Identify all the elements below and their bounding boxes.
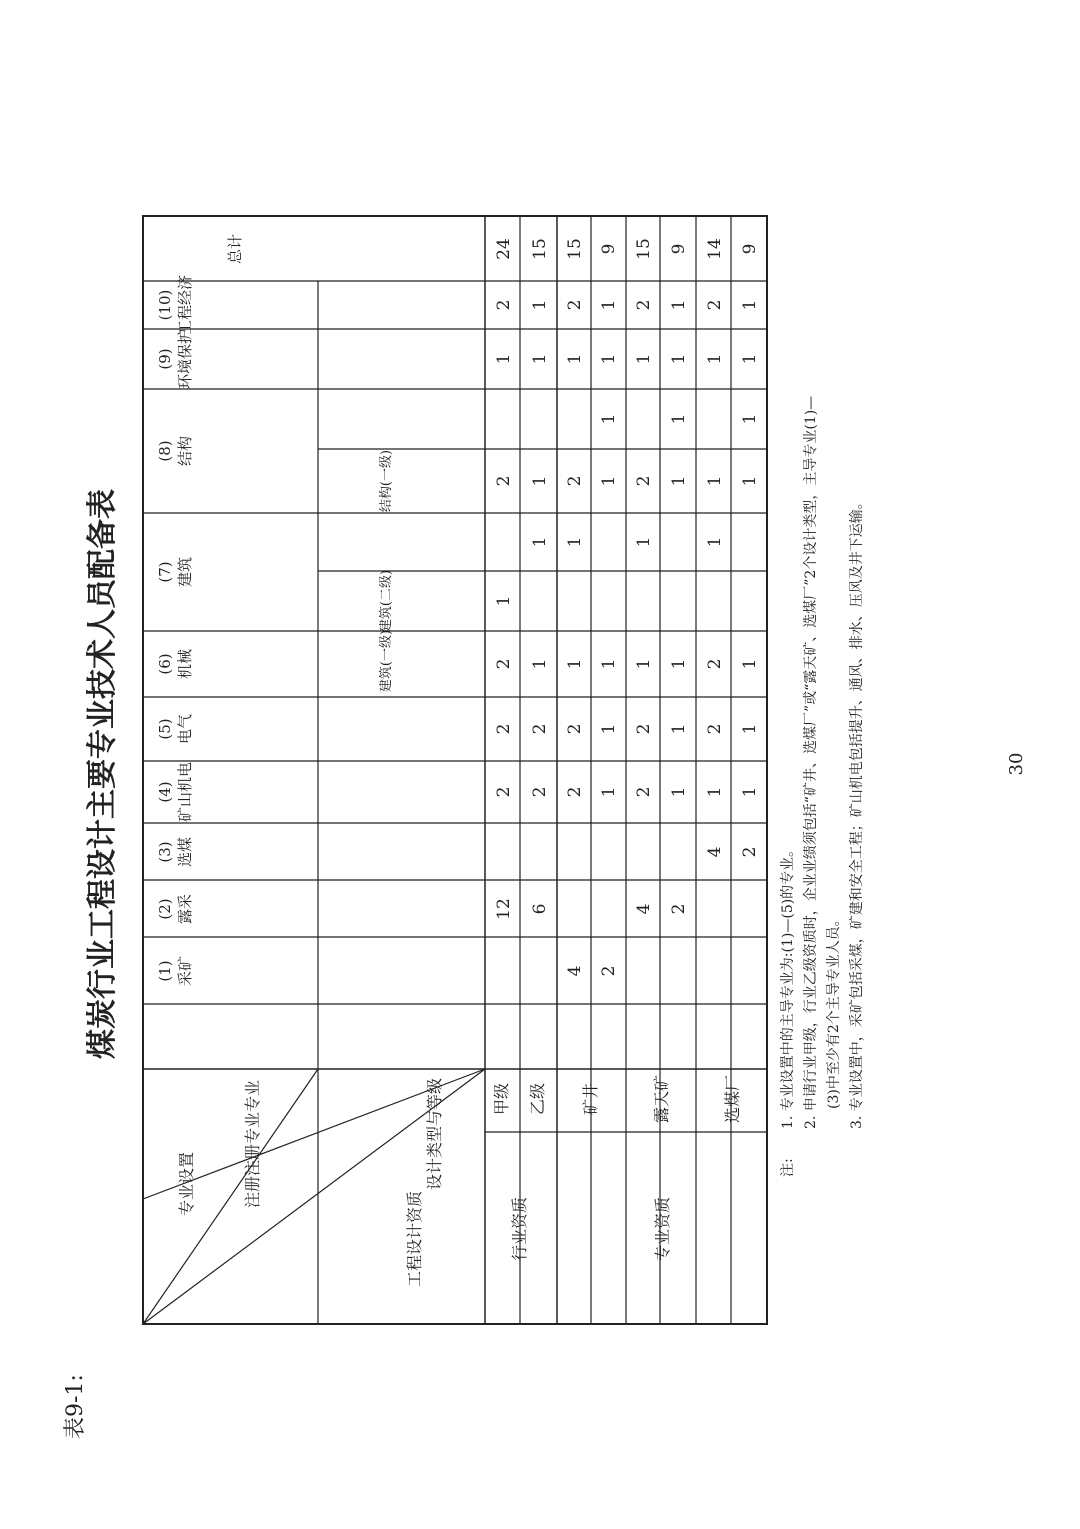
spec-name-10: 工程经济 xyxy=(176,274,194,336)
grade-prep-plant: 选煤厂 xyxy=(723,1074,742,1124)
cell: 6 xyxy=(530,903,550,915)
cell: 1 xyxy=(634,658,654,670)
spec-name-5: 电气 xyxy=(176,713,194,745)
cell: 1 xyxy=(669,413,689,425)
cell-total: 9 xyxy=(599,243,619,255)
cell: 1 xyxy=(740,786,760,798)
cell: 2 xyxy=(705,299,725,311)
cell: 1 xyxy=(565,353,585,365)
row-labels xyxy=(492,1075,742,1261)
cell: 1 xyxy=(599,413,619,425)
cell: 1 xyxy=(669,786,689,798)
grade-yi: 乙级 xyxy=(528,1082,547,1116)
cell: 2 xyxy=(494,475,514,487)
cell: 4 xyxy=(634,903,654,915)
notes xyxy=(779,396,865,1177)
cell: 1 xyxy=(669,299,689,311)
cell-total: 15 xyxy=(634,238,654,260)
cell: 2 xyxy=(565,786,585,798)
note-3: 3. 专业设置中，采矿包括采煤，矿建和安全工程；矿山机电包括提升、通风、排水、压风及井下运输。 xyxy=(849,495,865,1129)
spec-num-3: (3) xyxy=(156,841,174,863)
note-1: 1. 专业设置中的主导专业为:(1)—(5)的专业。 xyxy=(780,842,796,1129)
spec-name-6: 机械 xyxy=(176,648,194,680)
cell: 1 xyxy=(599,353,619,365)
cell-total: 24 xyxy=(494,238,514,260)
cell: 1 xyxy=(565,658,585,670)
corner-qualification-label: 工程设计资质 xyxy=(405,1190,424,1288)
cell: 2 xyxy=(634,475,654,487)
cell: 1 xyxy=(740,413,760,425)
cell: 1 xyxy=(599,658,619,670)
page-number: 30 xyxy=(1006,752,1027,776)
group-industry: 行业资质 xyxy=(510,1196,529,1262)
cell: 2 xyxy=(634,723,654,735)
cell: 4 xyxy=(565,965,585,977)
cell: 1 xyxy=(740,353,760,365)
cell: 1 xyxy=(599,723,619,735)
cell: 1 xyxy=(634,353,654,365)
cell-total: 9 xyxy=(740,243,760,255)
cell: 1 xyxy=(705,475,725,487)
specialty-headers xyxy=(156,234,244,986)
cell: 2 xyxy=(494,299,514,311)
corner-design-type-label: 设计类型与等级 xyxy=(425,1077,444,1191)
cell: 1 xyxy=(740,658,760,670)
notes-prefix: 注: xyxy=(780,1158,796,1177)
cell: 2 xyxy=(740,846,760,858)
cell: 2 xyxy=(530,786,550,798)
spec-name-3: 选煤 xyxy=(176,836,194,868)
cell: 1 xyxy=(669,723,689,735)
group-professional: 专业资质 xyxy=(653,1196,672,1262)
cell: 2 xyxy=(565,475,585,487)
cell-total: 14 xyxy=(705,238,725,260)
arch-grade1-label: 建筑(一级) xyxy=(379,629,394,693)
corner-specialty-label: 专业设置 xyxy=(177,1151,196,1217)
arch-grade2-label: 建筑(二级) xyxy=(379,569,394,633)
cell: 1 xyxy=(599,299,619,311)
corner-registered-label: 注册注册专业专业 xyxy=(243,1079,262,1209)
spec-num-5: (5) xyxy=(156,718,174,740)
cell: 2 xyxy=(669,903,689,915)
note-2a: 2. 申请行业甲级，行业乙级资质时，企业业绩须包括“矿井、选煤厂”或“露天矿、选煤厂”2个设计类型，主导专业(1)— xyxy=(803,395,819,1129)
cell: 1 xyxy=(599,786,619,798)
rotated-content xyxy=(63,216,1027,1439)
spec-num-6: (6) xyxy=(156,653,174,675)
spec-name-1: 采矿 xyxy=(176,955,194,987)
cell: 1 xyxy=(530,536,550,548)
cell: 1 xyxy=(565,536,585,548)
cell: 2 xyxy=(565,299,585,311)
cell: 1 xyxy=(669,475,689,487)
struct-grade1-label: 结构(一级) xyxy=(379,449,394,513)
cell: 2 xyxy=(494,658,514,670)
cell: 12 xyxy=(494,898,514,920)
cell: 1 xyxy=(599,475,619,487)
cell-total: 15 xyxy=(530,238,550,260)
cell: 1 xyxy=(669,353,689,365)
cell: 1 xyxy=(494,353,514,365)
data-cells xyxy=(494,238,760,976)
cell: 2 xyxy=(634,299,654,311)
spec-name-7: 建筑 xyxy=(176,556,194,588)
total-header: 总计 xyxy=(226,233,244,265)
grade-jia: 甲级 xyxy=(492,1082,511,1116)
table-grid xyxy=(143,216,767,1324)
table-label: 表9-1: xyxy=(63,1374,88,1439)
cell: 1 xyxy=(740,475,760,487)
spec-num-2: (2) xyxy=(156,898,174,920)
grade-mine: 矿井 xyxy=(581,1082,600,1116)
cell: 2 xyxy=(705,658,725,670)
cell-total: 9 xyxy=(669,243,689,255)
cell: 2 xyxy=(705,723,725,735)
cell: 2 xyxy=(565,723,585,735)
cell: 1 xyxy=(530,475,550,487)
spec-num-4: (4) xyxy=(156,781,174,803)
cell: 1 xyxy=(634,536,654,548)
cell: 1 xyxy=(530,353,550,365)
spec-num-9: (9) xyxy=(156,348,174,370)
cell: 2 xyxy=(634,786,654,798)
cell: 4 xyxy=(705,846,725,858)
cell: 1 xyxy=(494,595,514,607)
note-2b: (3)中至少有2个主导专业人员。 xyxy=(826,912,842,1109)
cell: 2 xyxy=(494,723,514,735)
cell: 1 xyxy=(669,658,689,670)
cell: 2 xyxy=(530,723,550,735)
spec-num-7: (7) xyxy=(156,561,174,583)
cell: 2 xyxy=(599,965,619,977)
sub-registration-headers xyxy=(378,450,394,692)
spec-name-9: 环境保护 xyxy=(176,328,194,390)
table-title: 煤炭行业工程设计主要专业技术人员配备表 xyxy=(85,489,120,1059)
grade-open-pit: 露天矿 xyxy=(652,1074,671,1124)
cell: 1 xyxy=(705,786,725,798)
spec-num-1: (1) xyxy=(156,960,174,982)
cell: 1 xyxy=(705,536,725,548)
cell: 2 xyxy=(494,786,514,798)
cell: 1 xyxy=(705,353,725,365)
cell: 1 xyxy=(530,658,550,670)
cell: 1 xyxy=(530,299,550,311)
spec-name-4: 矿山机电 xyxy=(176,761,194,823)
spec-num-10: (10) xyxy=(156,289,174,321)
cell-total: 15 xyxy=(565,238,585,260)
spec-name-2: 露采 xyxy=(176,893,194,925)
spec-name-8: 结构 xyxy=(176,435,194,467)
spec-num-8: (8) xyxy=(156,440,174,462)
cell: 1 xyxy=(740,723,760,735)
cell: 1 xyxy=(740,299,760,311)
